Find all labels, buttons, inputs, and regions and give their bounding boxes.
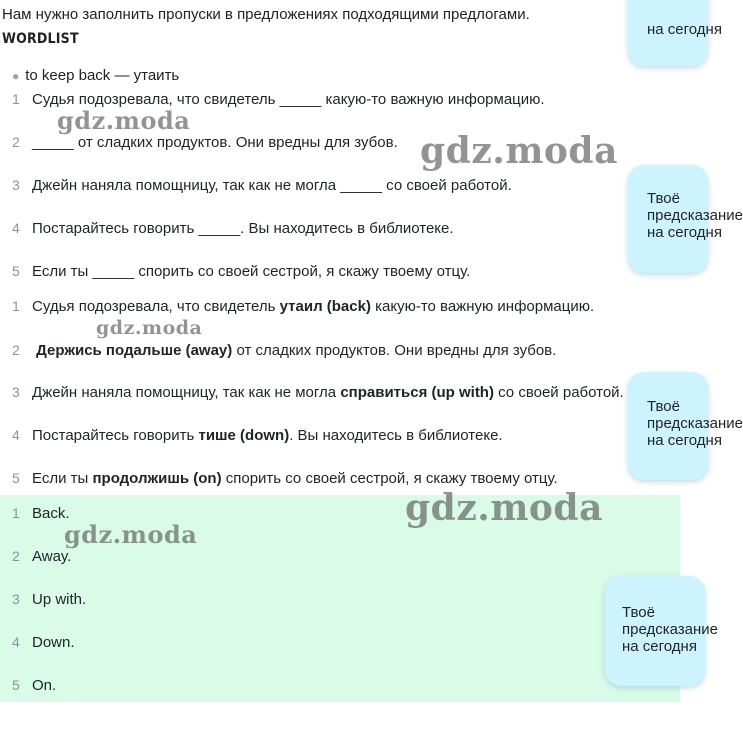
watermark-logo: gdz.moda — [420, 130, 618, 172]
translation-row: 4 Постарайтесь говорить тише (down). Вы находитесь в библиотеке. — [12, 427, 503, 444]
prediction-widget[interactable]: Твоё предсказание на сегодня — [628, 372, 708, 480]
translation-row: 1 Судья подозревала, что свидетель утаил (back) какую-то важную информацию. — [12, 298, 595, 315]
wordlist-title: WORDLIST — [2, 31, 79, 47]
watermark-logo: gdz.moda — [405, 487, 603, 529]
translation-row: 3 Джейн наняла помощницу, так как не могла справиться (up with) со своей работой. — [12, 384, 624, 401]
bullet-icon: ● — [12, 69, 20, 83]
answer-row: 4 Down. — [12, 634, 75, 651]
watermark-logo: gdz.moda — [96, 317, 203, 339]
answer-row: 5 On. — [12, 677, 57, 694]
prediction-widget[interactable]: Твоё предсказание на сегодня — [605, 576, 705, 686]
prediction-widget[interactable]: на сегодня — [628, 0, 708, 66]
exercise-row: 5 Если ты _____ спорить со своей сестрой, я скажу твоему отцу. — [12, 263, 471, 280]
wordlist-item: ● to keep back — утаить — [12, 67, 180, 84]
answer-row: 3 Up with. — [12, 591, 87, 608]
translation-row: 5 Если ты продолжишь (on) спорить со своей сестрой, я скажу твоему отцу. — [12, 470, 558, 487]
exercise-row: 2 _____ от сладких продуктов. Они вредны для зубов. — [12, 134, 398, 151]
exercise-row: 4 Постарайтесь говорить _____. Вы находитесь в библиотеке. — [12, 220, 454, 237]
task-instruction: Нам нужно заполнить пропуски в предложениях подходящими предлогами. — [2, 6, 530, 23]
watermark-logo: gdz.moda — [64, 520, 198, 549]
prediction-widget[interactable]: Твоё предсказание на сегодня — [628, 165, 708, 273]
exercise-row: 1 Судья подозревала, что свидетель _____ какую-то важную информацию. — [12, 91, 545, 108]
exercise-row: 3 Джейн наняла помощницу, так как не могла _____ со своей работой. — [12, 177, 512, 194]
answer-row: 1 Back. — [12, 505, 70, 522]
translation-row: 2 Держись подальше (away) от сладких продуктов. Они вредны для зубов. — [12, 342, 557, 359]
answer-row: 2 Away. — [12, 548, 72, 565]
watermark-logo: gdz.moda — [57, 106, 191, 135]
